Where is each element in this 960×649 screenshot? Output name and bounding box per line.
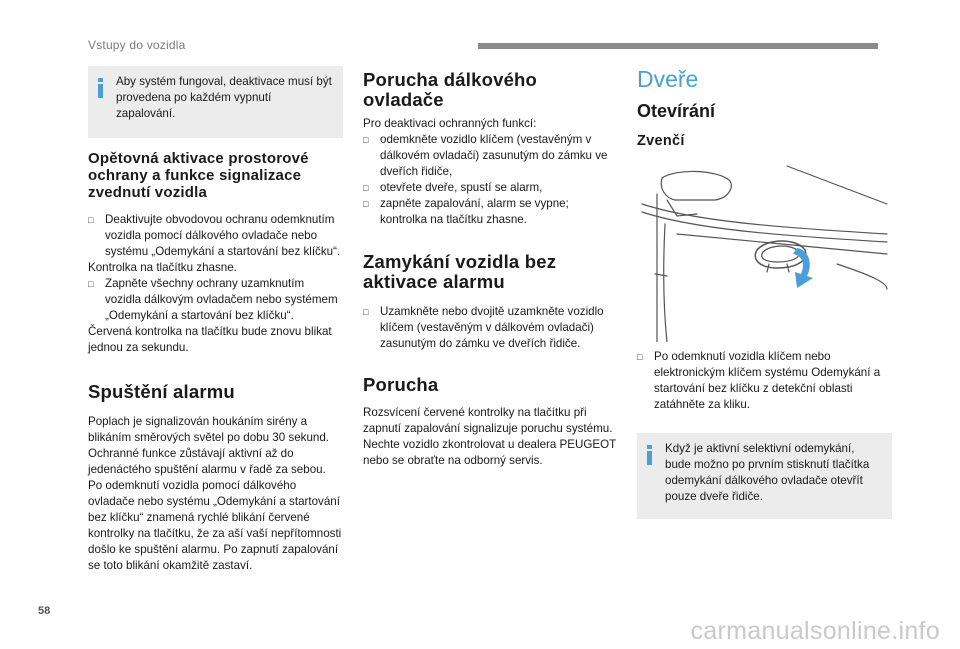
list-item: □ otevřete dveře, spustí se alarm,: [363, 180, 618, 196]
list-item: □ Po odemknutí vozidla klíčem nebo elektronickým klíčem systému Odemykání a startování bez klíčku z detekční oblasti zatáhněte za kliku.: [637, 349, 892, 413]
list-item: □ Zapněte všechny ochrany uzamknutím vozidla dálkovým ovladačem nebo systémem „Odemykání a startování bez klíčku“.: [88, 276, 343, 324]
bullet-list: [637, 349, 892, 413]
section-heading-remote-failure: Porucha dálkového ovladače: [363, 69, 538, 110]
paragraph: Rozsvícení červené kontrolky na tlačítku při zapnutí zapalování signalizuje poruchu systému. Nechte vozidlo zkontrolovat u dealera PEUGEOT nebo se obraťte na odborný servis.: [363, 406, 617, 467]
header-divider-bar: [478, 43, 878, 49]
subsection-heading-outside: Zvenčí: [637, 133, 685, 149]
page-number: 58: [38, 605, 51, 617]
paragraph: Pro deaktivaci ochranných funkcí:: [363, 117, 537, 130]
chapter-title: Dveře: [637, 66, 699, 92]
info-box-text: Aby systém fungoval, deaktivace musí být provedena po každém vypnutí zapalování.: [116, 75, 332, 120]
list-item: □ odemkněte vozidlo klíčem (vestavěným v dálkovém ovladači) zasunutým do zámku ve dveřích řidiče,: [363, 132, 618, 180]
info-box: [88, 66, 343, 138]
column-1: [88, 66, 343, 574]
bullet-list: [88, 212, 343, 260]
door-handle-illustration: [637, 164, 892, 342]
paragraph: Červená kontrolka na tlačítku bude znovu blikat jednou za sekundu.: [88, 325, 332, 354]
watermark: carmanualsonline.info: [690, 617, 940, 645]
page-header-title: Vstupy do vozidla: [88, 38, 186, 52]
column-2: [363, 70, 618, 469]
section-heading-alarm-trigger: Spuštění alarmu: [88, 381, 235, 402]
list-item: □ zapněte zapalování, alarm se vypne; kontrolka na tlačítku zhasne.: [363, 196, 618, 228]
paragraph: Poplach je signalizován houkáním sirény a blikáním směrových světel po dobu 30 sekund. Ochranné funkce zůstávají aktivní až do jedenáctého spuštění alarmu v řadě za sebou. Po odemknutí vozidla pomocí dálkového ovladače nebo systému „Odemykání a startování bez klíčku“ znamená rychlé blikání červené kontrolky na tlačítku, že za aší vaší nepřítomnosti došlo ke spuštění alarmu. Po zapnutí zapalování se toto blikání okamžitě zastaví.: [88, 415, 342, 572]
paragraph: Kontrolka na tlačítku zhasne.: [88, 261, 237, 274]
bullet-list: [88, 276, 343, 324]
section-heading-opening: Otevírání: [637, 101, 716, 121]
section-heading-lock-without-alarm: Zamykání vozidla bez aktivace alarmu: [363, 251, 557, 292]
info-icon: [97, 78, 105, 100]
section-heading-reactivation: Opětovná aktivace prostorové ochrany a funkce signalizace zvednutí vozidla: [88, 150, 309, 201]
info-box-text: Když je aktivní selektivní odemykání, bude možno po prvním stisknutí tlačítka odemykání dálkového ovladače otevřít pouze dveře řidiče.: [665, 442, 870, 503]
bullet-list: [363, 304, 618, 352]
column-3: [637, 66, 892, 519]
bullet-list: [363, 132, 618, 228]
list-item: □ Deaktivujte obvodovou ochranu odemknutím vozidla pomocí dálkového ovladače nebo systému „Odemykání a startování bez klíčku“.: [88, 212, 343, 260]
section-heading-failure: Porucha: [363, 374, 439, 395]
car-door-handle-icon: [637, 164, 892, 342]
info-box: [637, 433, 892, 519]
list-item: □ Uzamkněte nebo dvojitě uzamkněte vozidlo klíčem (vestavěným v dálkovém ovladači) zasunutým do zámku ve dveřích řidiče.: [363, 304, 618, 352]
info-icon: [646, 445, 654, 467]
